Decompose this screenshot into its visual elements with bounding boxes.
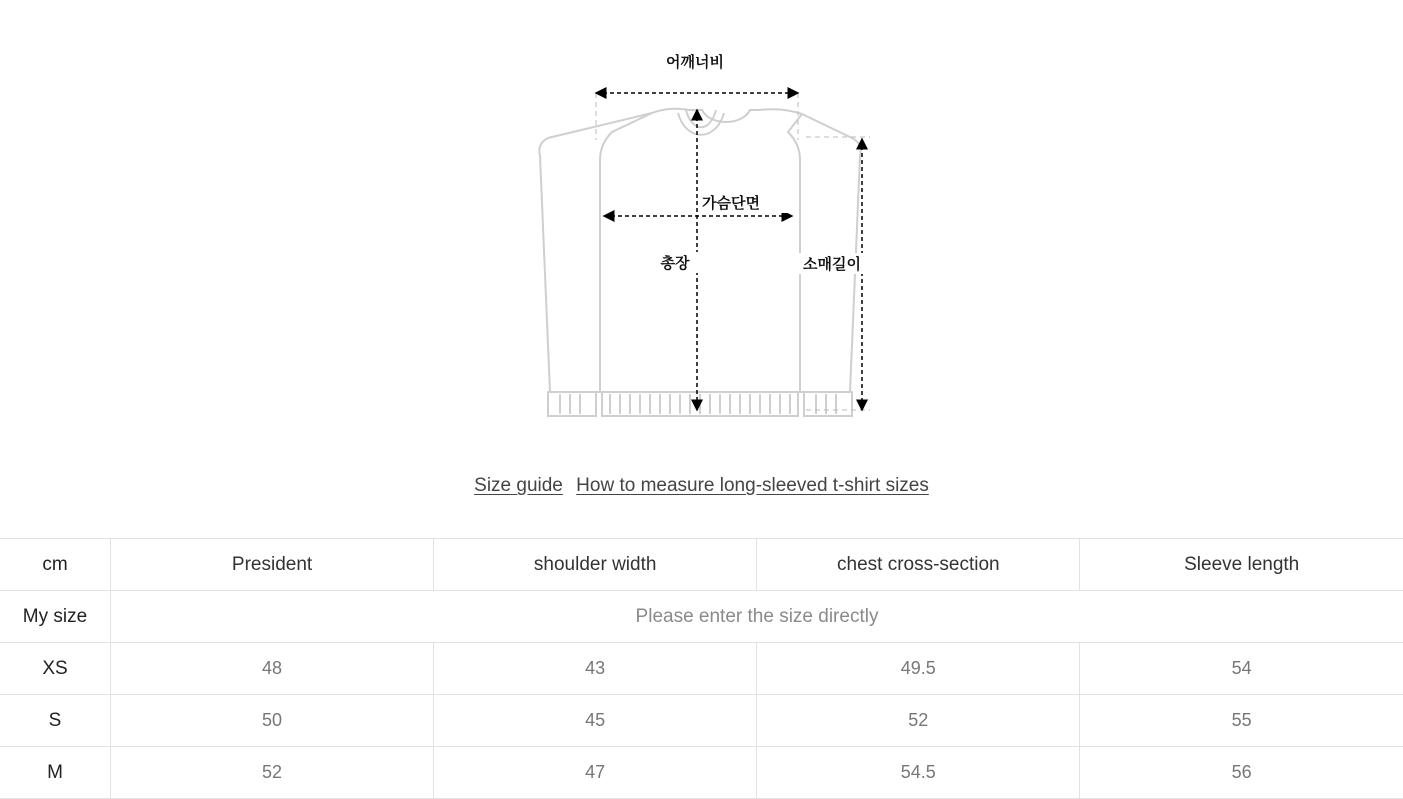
how-to-measure-link[interactable]: How to measure long-sleeved t-shirt sizes: [576, 475, 929, 496]
cell-xs-president: 48: [111, 643, 434, 695]
shoulder-width-label: 어깨너비: [640, 51, 750, 72]
cell-s-sleeve: 55: [1080, 695, 1403, 747]
cell-m-president: 52: [111, 747, 434, 799]
cell-s-president: 50: [111, 695, 434, 747]
guide-links: [0, 475, 1403, 497]
chest-label: 가슴단면: [700, 192, 794, 213]
row-label-my-size: My size: [0, 591, 111, 643]
cell-xs-sleeve: 54: [1080, 643, 1403, 695]
row-label-xs: XS: [0, 643, 111, 695]
row-label-s: S: [0, 695, 111, 747]
header-president: President: [111, 539, 434, 591]
leader-lines: [596, 93, 870, 410]
cell-m-sleeve: 56: [1080, 747, 1403, 799]
size-table: [0, 538, 1403, 799]
table-row: [0, 695, 1403, 747]
table-header-row: [0, 539, 1403, 591]
header-sleeve-length: Sleeve length: [1080, 539, 1403, 591]
ribbing: [548, 392, 852, 416]
table-row: [0, 643, 1403, 695]
header-shoulder-width: shoulder width: [434, 539, 757, 591]
header-chest-cross-section: chest cross-section: [757, 539, 1080, 591]
table-row: [0, 747, 1403, 799]
cell-m-shoulder: 47: [434, 747, 757, 799]
cell-xs-chest: 49.5: [757, 643, 1080, 695]
sweater-outline: [539, 109, 860, 392]
cell-m-chest: 54.5: [757, 747, 1080, 799]
size-guide-link[interactable]: Size guide: [474, 475, 563, 496]
cell-s-chest: 52: [757, 695, 1080, 747]
sleeve-length-label: 소매길이: [793, 253, 871, 274]
cell-s-shoulder: 45: [434, 695, 757, 747]
cell-xs-shoulder: 43: [434, 643, 757, 695]
my-size-input-cell[interactable]: Please enter the size directly: [111, 591, 1403, 643]
table-row-my-size[interactable]: [0, 591, 1403, 643]
row-label-m: M: [0, 747, 111, 799]
total-length-label: 총장: [640, 252, 710, 273]
header-unit: cm: [0, 539, 111, 591]
